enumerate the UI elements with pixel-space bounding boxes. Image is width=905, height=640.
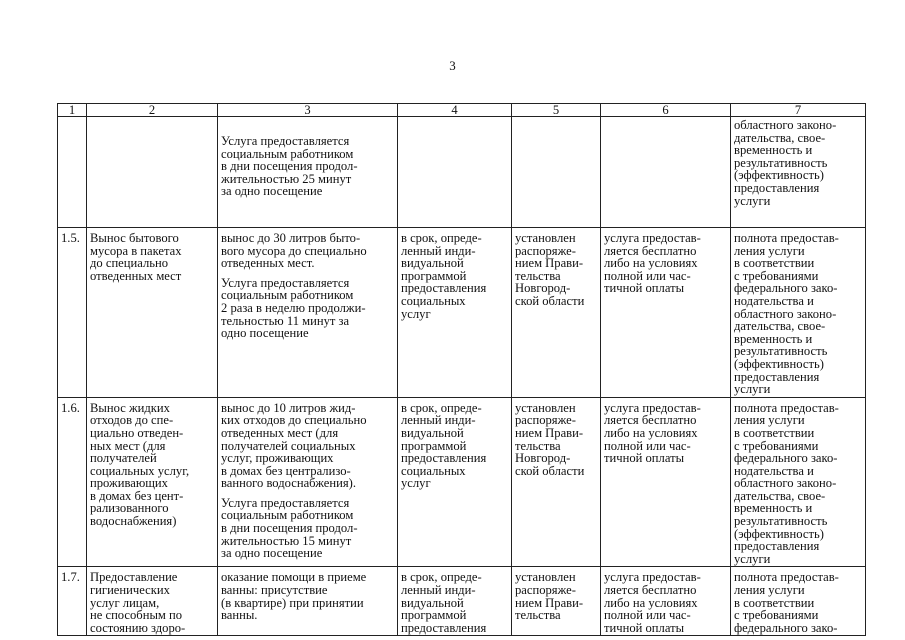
table-cell <box>512 397 601 567</box>
table-cell <box>512 567 601 636</box>
cell-text: областного законо- дательства, свое- временность и результативность (эффективность) предоставления услуги <box>734 118 837 208</box>
table-cell <box>512 228 601 398</box>
cell-text: установлен распоряже- нием Прави- тельства Новгород- ской области <box>515 231 585 308</box>
table-row <box>58 567 866 636</box>
table-cell <box>512 117 601 228</box>
page-number: 3 <box>449 58 456 73</box>
services-table <box>57 103 866 636</box>
cell-text: Предоставление гигиенических услуг лицам, не способным по состоянию здоро- <box>90 570 186 635</box>
cell-text: в срок, опреде- ленный инди- видуальной программой предоставления <box>401 570 487 635</box>
table-cell <box>601 567 731 636</box>
cell-text: вынос до 10 литров жид- ких отходов до специально отведенных мест (для получателей социальных услуг, проживающих в домах без централизо- ванного водоснабжения). <box>221 400 367 491</box>
column-header: 4 <box>398 104 512 117</box>
cell-text: полнота предостав- ления услуги в соответствии с требованиями федерального зако- нодательства и областного законо- дательства, свое- временность и результативность (эффективность) предоставления услуги <box>734 400 839 566</box>
table-cell <box>398 228 512 398</box>
table-cell <box>218 117 398 228</box>
cell-text: установлен распоряже- нием Прави- тельства Новгород- ской области <box>515 400 585 478</box>
table-cell <box>601 117 731 228</box>
table-cell <box>731 117 866 228</box>
cell-text: установлен распоряже- нием Прави- тельства <box>515 570 584 623</box>
column-header: 2 <box>87 104 218 117</box>
cell-text: Вынос бытового мусора в пакетах до специально отведенных мест <box>90 231 182 283</box>
row-number: 1.7. <box>58 567 87 636</box>
column-header: 7 <box>731 104 866 117</box>
table-row <box>58 397 866 567</box>
table-cell <box>398 567 512 636</box>
table-cell <box>731 397 866 567</box>
column-header: 3 <box>218 104 398 117</box>
cell-text: в срок, опреде- ленный инди- видуальной программой предоставления социальных услуг <box>401 400 487 491</box>
cell-text: полнота предостав- ления услуги в соответствии с требованиями федерального зако- <box>734 570 839 635</box>
cell-text: услуга предостав- ляется бесплатно либо на условиях полной или час- тичной оплаты <box>604 231 701 296</box>
service-name-cell <box>87 567 218 636</box>
continuation-row <box>58 117 866 228</box>
column-header: 5 <box>512 104 601 117</box>
column-number-row <box>58 104 866 117</box>
table-cell <box>58 117 87 228</box>
cell-text: Услуга предоставляется социальным работником в дни посещения продол- жительностью 25 минут за одно посещение <box>221 134 358 199</box>
cell-text: оказание помощи в приеме ванны: присутствие (в квартире) при принятии ванны. <box>221 570 367 623</box>
table-cell <box>601 397 731 567</box>
cell-text: услуга предостав- ляется бесплатно либо на условиях полной или час- тичной оплаты <box>604 400 701 466</box>
cell-text: Услуга предоставляется социальным работником в дни посещения продол- жительностью 15 минут за одно посещение <box>221 495 358 561</box>
table-cell <box>398 397 512 567</box>
service-description-cell <box>218 228 398 398</box>
service-description-cell <box>218 567 398 636</box>
table-cell <box>601 228 731 398</box>
row-number: 1.5. <box>58 228 87 398</box>
table-cell <box>731 567 866 636</box>
cell-text: Услуга предоставляется социальным работником 2 раза в неделю продолжи- тельностью 11 минут за одно посещение <box>221 275 366 341</box>
service-description-cell <box>218 397 398 567</box>
service-name-cell <box>87 228 218 398</box>
row-number: 1.6. <box>58 397 87 567</box>
column-header: 1 <box>58 104 87 117</box>
table-cell <box>87 117 218 228</box>
table-cell <box>731 228 866 398</box>
table-row <box>58 228 866 398</box>
cell-text: полнота предостав- ления услуги в соответствии с требованиями федерального зако- нодательства и областного законо- дательства, свое- временность и результативность (эффективность) предоставления услуги <box>734 231 839 397</box>
table-cell <box>398 117 512 228</box>
column-header: 6 <box>601 104 731 117</box>
service-name-cell <box>87 397 218 567</box>
cell-text: Вынос жидких отходов до спе- циально отведен- ных мест (для получателей социальных услуг, проживающих в домах без цент- рализованного водоснабжения) <box>90 400 190 529</box>
cell-text: услуга предостав- ляется бесплатно либо на условиях полной или час- тичной оплаты <box>604 570 701 635</box>
cell-text: вынос до 30 литров быто- вого мусора до специально отведенных мест. <box>221 231 367 271</box>
cell-text: в срок, опреде- ленный инди- видуальной программой предоставления социальных услуг <box>401 231 487 321</box>
